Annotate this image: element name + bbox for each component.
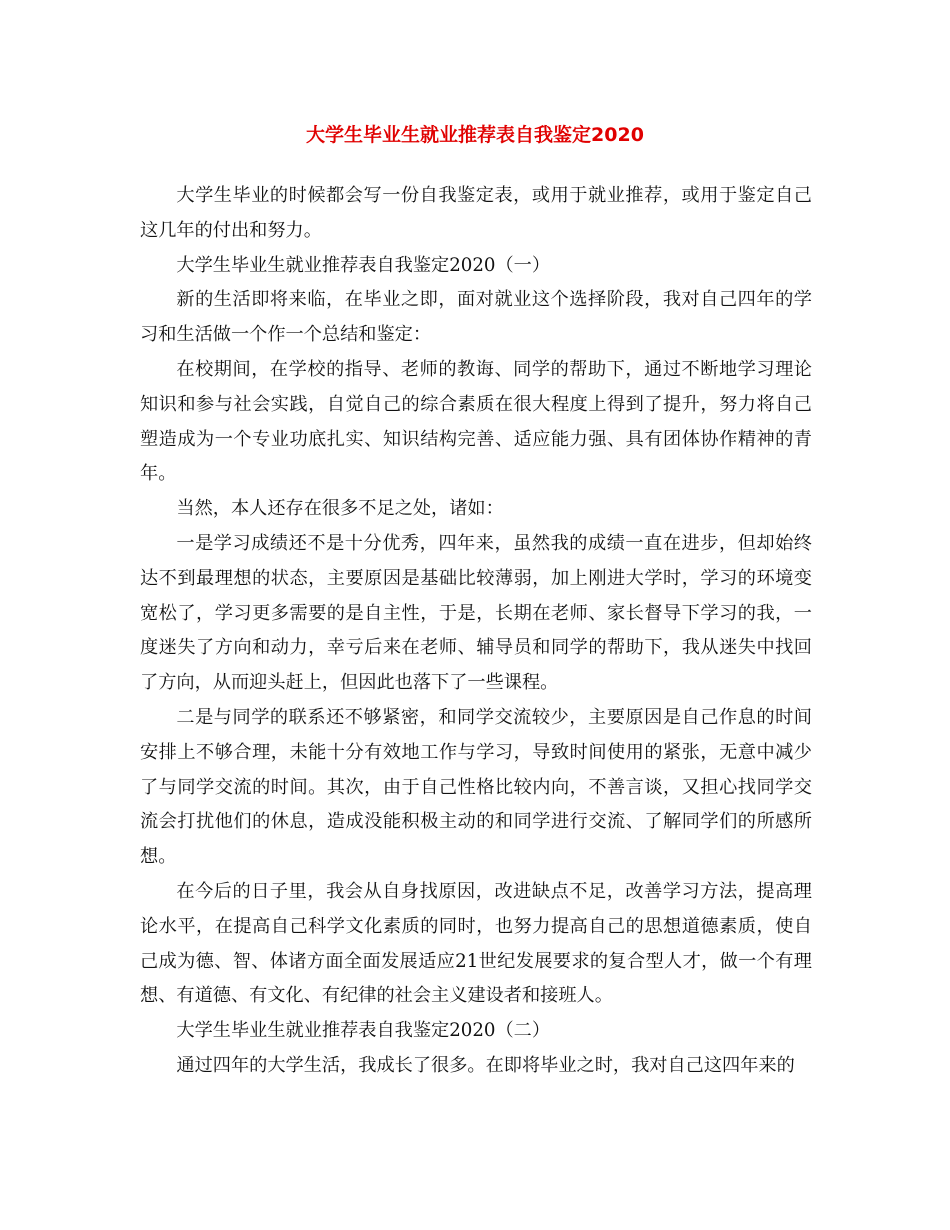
paragraph: 当然，本人还存在很多不足之处，诸如： xyxy=(176,498,504,520)
paragraph: 通过四年的大学生活，我成长了很多。在即将毕业之时，我对自己这四年来的 xyxy=(176,1054,795,1076)
paragraph: 新的生活即将来临，在毕业之即，面对就业这个选择阶段，我对自己四年的学习和生活做一个作一个总结和鉴定： xyxy=(140,289,812,346)
document-body xyxy=(140,179,812,1084)
paragraph: 一是学习成绩还不是十分优秀，四年来，虽然我的成绩一直在进步，但却始终达不到最理想的状态，主要原因是基础比较薄弱，加上刚进大学时，学习的环境变宽松了，学习更多需要的是自主性，于是，长期在老师、家长督导下学习的我，一度迷失了方向和动力，幸亏后来在老师、辅导员和同学的帮助下，我从迷失中找回了方向，从而迎头赶上，但因此也落下了一些课程。 xyxy=(140,532,812,694)
paragraph: 在今后的日子里，我会从自身找原因，改进缺点不足，改善学习方法，提高理论水平，在提高自己科学文化素质的同时，也努力提高自己的思想道德素质，使自己成为德、智、体诸方面全面发展适应21世纪发展要求的复合型人才，做一个有理想、有道德、有文化、有纪律的社会主义建设者和接班人。 xyxy=(140,880,812,1007)
paragraph: 在校期间，在学校的指导、老师的教诲、同学的帮助下，通过不断地学习理论知识和参与社会实践，自觉自己的综合素质在很大程度上得到了提升，努力将自己塑造成为一个专业功底扎实、知识结构完善、适应能力强、具有团体协作精神的青年。 xyxy=(140,358,812,485)
section-heading-2: 大学生毕业生就业推荐表自我鉴定2020（二） xyxy=(176,1020,551,1042)
section-heading-1: 大学生毕业生就业推荐表自我鉴定2020（一） xyxy=(176,254,551,276)
paragraph-intro: 大学生毕业的时候都会写一份自我鉴定表，或用于就业推荐，或用于鉴定自己这几年的付出和努力。 xyxy=(140,185,812,241)
paragraph: 二是与同学的联系还不够紧密，和同学交流较少，主要原因是自己作息的时间安排上不够合理，未能十分有效地工作与学习，导致时间使用的紧张，无意中减少了与同学交流的时间。其次，由于自己性格比较内向，不善言谈，又担心找同学交流会打扰他们的休息，造成没能积极主动的和同学进行交流、了解同学们的所感所想。 xyxy=(140,706,812,868)
document-title: 大学生毕业生就业推荐表自我鉴定2020 xyxy=(306,124,644,146)
